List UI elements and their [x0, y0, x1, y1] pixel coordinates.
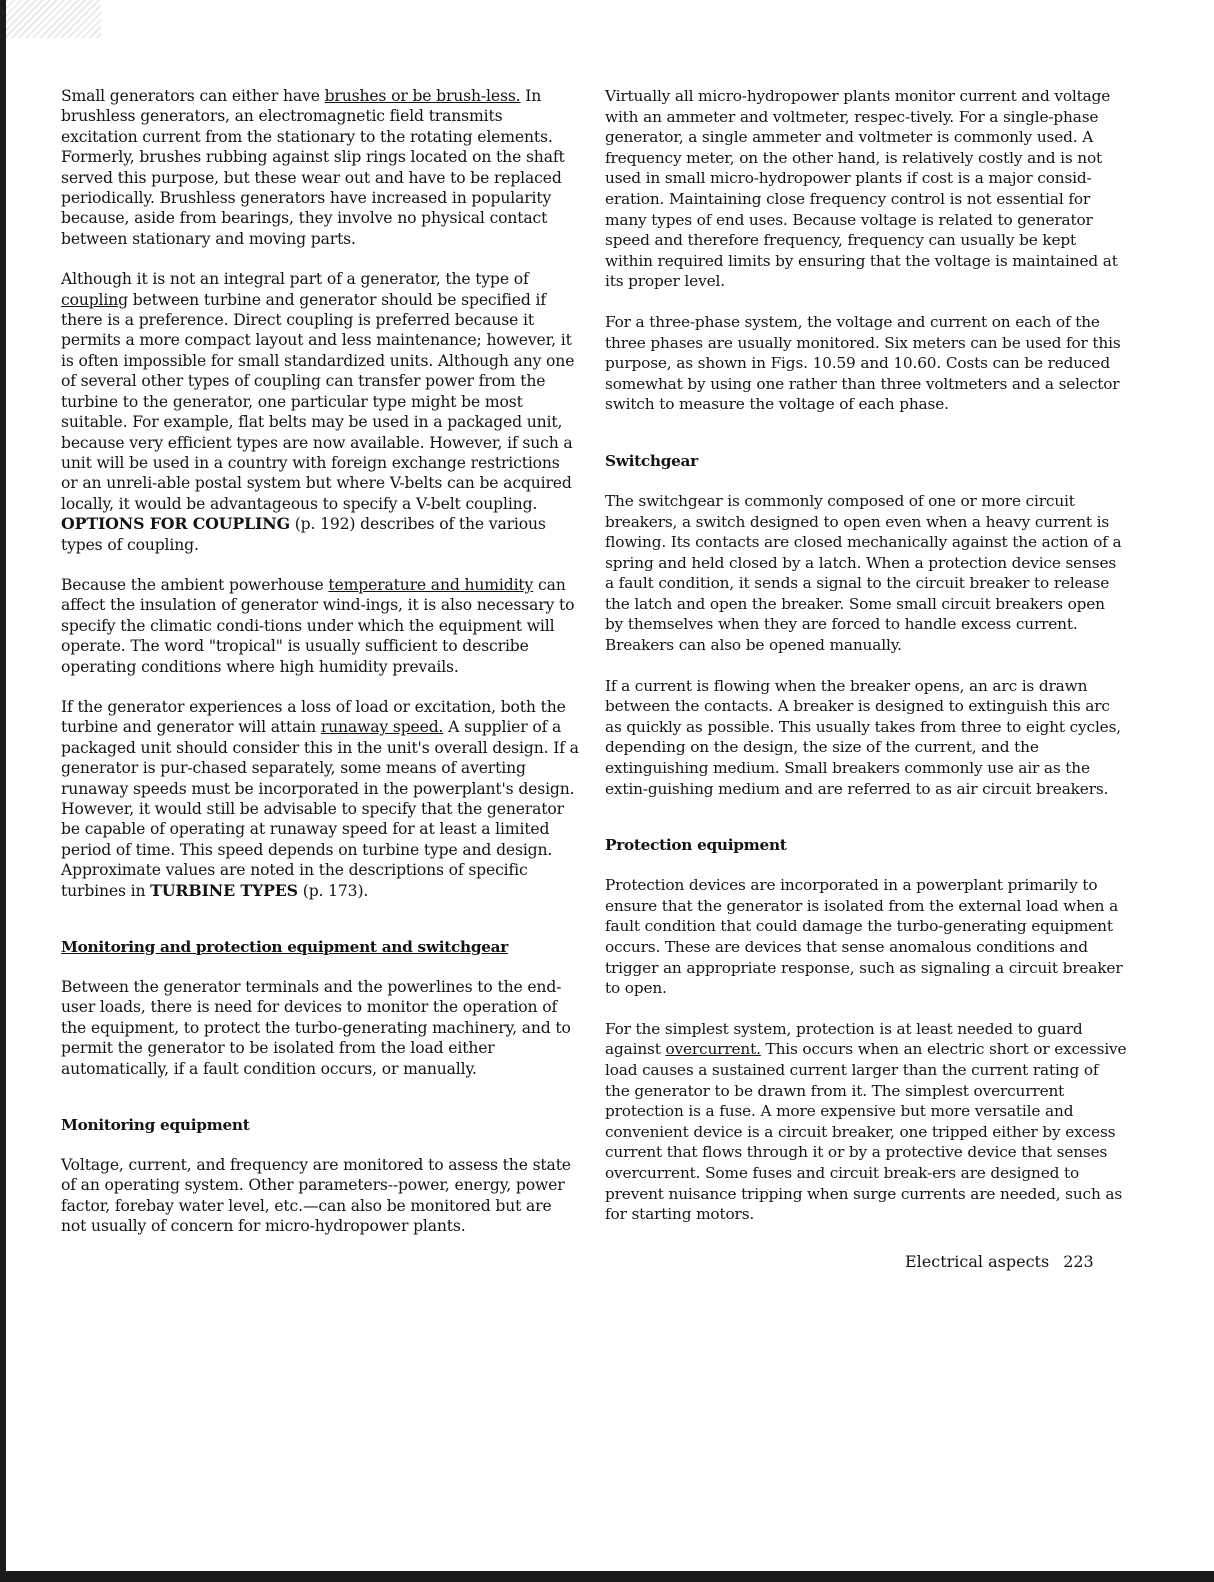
paragraph-switchgear: The switchgear is commonly composed of one or more circuit breakers, a switch designed to open even when a heavy current is flowing. Its contacts are closed mechanically against the action of a spring and held closed by a latch. When a protection device senses a fault condition, it sends a signal to the circuit breaker to release the latch and open the breaker. Some small circuit breakers open by themselves when they are forced to handle excess current. Breakers can also be opened manually. — [605, 491, 1122, 655]
paragraph-overcurrent: For the simplest system, protection is at least needed to guard against overcurrent. This occurs when an electric short or excessive load causes a sustained current larger than the current rating of the generator to be drawn from it. The simplest overcurrent protection is a fuse. A more expensive but more versatile and convenient device is a circuit breaker, one tripped either by excess current that flows through it or by a protective device that senses overcurrent. Some fuses and circuit break-ers are designed to prevent nuisance tripping when surge currents are needed, such as for starting motors. — [605, 1019, 1127, 1224]
paragraph-runaway: If the generator experiences a loss of load or excitation, both the turbine and generator will attain runaway speed. A supplier of a packaged unit should consider this in the unit's overall design. If a generator is pur-chased separately, some means of averting runaway speeds must be incorporated in the powerplant's design. However, it would still be advisable to specify that the generator be capable of operating at runaway speed for at least a limited period of time. This speed depends on turbine type and design. Approximate values are noted in the descriptions of specific turbines in TURBINE TYPES (p. 173). — [61, 697, 579, 900]
footer-section-title: Electrical aspects — [905, 1252, 1050, 1271]
page-border-bottom — [0, 1571, 1214, 1582]
paragraph-monitoring: Voltage, current, and frequency are monitored to assess the state of an operating system. Other parameters--power, energy, power factor, forebay water level, etc.—can also be monitored but are not usually of concern for micro-hydropower plants. — [61, 1156, 571, 1236]
scan-artifact — [6, 0, 101, 38]
subheading-switchgear: Switchgear — [605, 451, 698, 470]
underlined-term: runaway speed. — [320, 718, 444, 737]
paragraph-arc: If a current is flowing when the breaker opens, an arc is drawn between the contacts. A breaker is designed to extinguish this arc as quickly as possible. This usually takes from three to eight cycles, depending on the design, the size of the current, and the extinguishing medium. Small breakers commonly use air as the extin-guishing medium and are referred to as air circuit breakers. — [605, 676, 1121, 798]
page-number: 223 — [1063, 1252, 1094, 1271]
left-column — [61, 86, 580, 1237]
paragraph-intro-devices: Between the generator terminals and the powerlines to the end-user loads, there is need for devices to monitor the operation of the equipment, to protect the turbo-generating machinery, and to permit the generator to be isolated from the load either automatically, if a fault condition occurs, or manually. — [61, 978, 571, 1078]
underlined-term: temperature and humidity — [328, 575, 534, 594]
cross-reference: TURBINE TYPES — [150, 880, 298, 900]
subheading-protection: Protection equipment — [605, 836, 787, 855]
cross-reference: OPTIONS FOR COUPLING — [61, 514, 290, 534]
section-heading-monitoring-protection: Monitoring and protection equipment and switchgear — [61, 938, 509, 957]
page-footer — [905, 1252, 1117, 1272]
paragraph-three-phase: For a three-phase system, the voltage and current on each of the three phases are usually monitored. Six meters can be used for this purpose, as shown in Figs. 10.59 and 10.60. Costs can be reduced somewhat by using one rather than three voltmeters and a selector switch to measure the voltage of each phase. — [605, 312, 1121, 414]
underlined-term: overcurrent. — [665, 1040, 761, 1059]
paragraph-protection: Protection devices are incorporated in a powerplant primarily to ensure that the generator is isolated from the external load when a fault condition that could damage the turbo-generating equipment occurs. These are devices that sense anomalous conditions and trigger an appropriate response, such as signaling a circuit breaker to open. — [605, 876, 1123, 998]
paragraph-coupling: Although it is not an integral part of a generator, the type of coupling between turbine and generator should be specified if there is a preference. Direct coupling is preferred because it permits a more compact layout and less maintenance; however, it is often impossible for small standardized units. Although any one of several other types of coupling can transfer power from the turbine to the generator, one particular type might be most suitable. For example, flat belts may be used in a packaged unit, because very efficient types are now available. However, if such a unit will be used in a country with foreign exchange restrictions or an unreli-able postal system but where V-belts can be acquired locally, it would be advantageous to specify a V-belt coupling. OPTIONS FOR COUPLING (p. 192) describes of the various types of coupling. — [61, 270, 575, 554]
subheading-monitoring: Monitoring equipment — [61, 1116, 250, 1135]
paragraph-climate: Because the ambient powerhouse temperature and humidity can affect the insulation of generator wind-ings, it is also necessary to specify the climatic condi-tions under which the equipment will operate. The word "tropical" is usually sufficient to describe operating conditions where high humidity prevails. — [61, 575, 575, 676]
paragraph-brushes: Small generators can either have brushes or be brush-less. In brushless generators, an electromagnetic field transmits excitation current from the stationary to the rotating elements. Formerly, brushes rubbing against slip rings located on the shaft served this purpose, but these wear out and have to be replaced periodically. Brushless generators have increased in popularity because, aside from bearings, they involve no physical contact between stationary and moving parts. — [61, 87, 565, 248]
underlined-term: brushes or be brush-less. — [324, 87, 521, 105]
paragraph-meters: Virtually all micro-hydropower plants monitor current and voltage with an ammeter and voltmeter, respec-tively. For a single-phase generator, a single ammeter and voltmeter is commonly used. A frequency meter, on the other hand, is relatively costly and is not used in small micro-hydropower plants if cost is a major consid-eration. Maintaining close frequency control is not essential for many types of end uses. Because voltage is related to generator speed and therefore frequency, frequency can usually be kept within required limits by ensuring that the voltage is maintained at its proper level. — [605, 87, 1118, 291]
right-column — [605, 86, 1127, 1225]
page-border-left — [0, 0, 6, 1582]
underlined-term: coupling — [61, 290, 128, 309]
